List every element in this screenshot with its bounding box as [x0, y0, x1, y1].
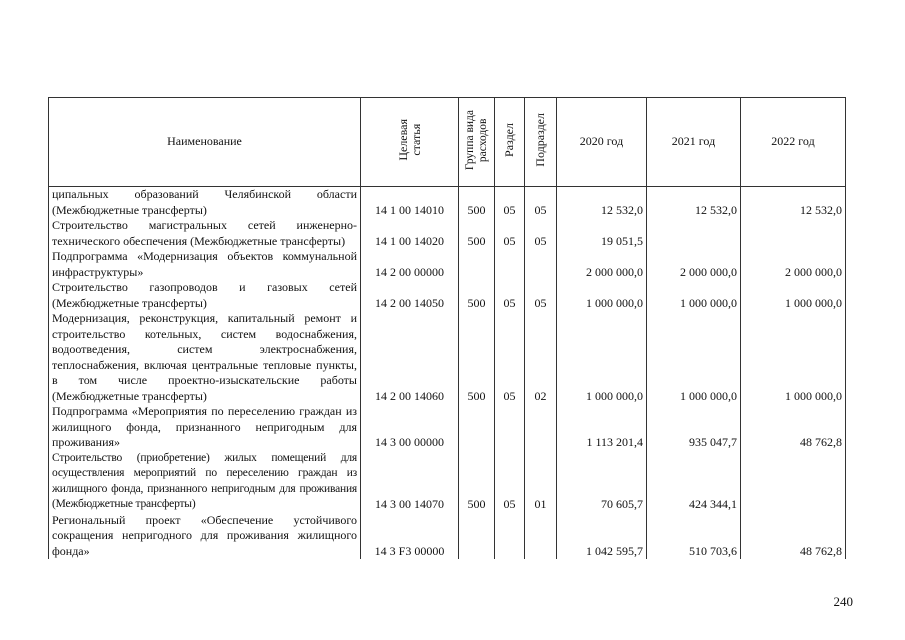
row-target-article: 14 3 F3 00000: [361, 513, 459, 560]
row-value-2022: [741, 451, 846, 513]
table-row: [49, 404, 846, 451]
row-expense-group: 500: [459, 280, 495, 311]
row-value-2021: 12 532,0: [647, 187, 741, 219]
header-2022: 2022 год: [741, 98, 846, 187]
row-expense-group: [459, 513, 495, 560]
row-section: [495, 404, 525, 451]
row-subsection: 02: [525, 311, 557, 404]
table-row: [49, 451, 846, 513]
row-target-article: 14 1 00 14010: [361, 187, 459, 219]
row-subsection: [525, 513, 557, 560]
table-row: [49, 249, 846, 280]
row-target-article: 14 3 00 14070: [361, 451, 459, 513]
header-name: Наименование: [49, 98, 361, 187]
row-section: [495, 513, 525, 560]
row-value-2021: [647, 218, 741, 249]
row-name: Подпрограмма «Мероприятия по переселению граждан из жилищного фонда, признанного непригодным для проживания»: [49, 404, 361, 451]
row-value-2020: 70 605,7: [557, 451, 647, 513]
header-section: Раздел: [495, 98, 525, 187]
row-section: 05: [495, 311, 525, 404]
row-value-2021: 424 344,1: [647, 451, 741, 513]
row-name: Региональный проект «Обеспечение устойчивого сокращения непригодного для проживания жилищного фонда»: [49, 513, 361, 560]
row-value-2021: 2 000 000,0: [647, 249, 741, 280]
header-expense-group: Группа вида расходов: [459, 98, 495, 187]
row-value-2020: 1 000 000,0: [557, 280, 647, 311]
header-subsection: Подраздел: [525, 98, 557, 187]
table-row: [49, 218, 846, 249]
row-expense-group: [459, 404, 495, 451]
row-target-article: 14 2 00 00000: [361, 249, 459, 280]
row-section: 05: [495, 187, 525, 219]
row-value-2020: 1 042 595,7: [557, 513, 647, 560]
page-number: 240: [833, 594, 853, 609]
row-name: Строительство (приобретение) жилых помещений для осуществления мероприятий по переселению граждан из жилищного фонда, признанного непригодным для проживания (Межбюджетные трансферты): [49, 451, 361, 513]
row-value-2020: 19 051,5: [557, 218, 647, 249]
row-value-2021: 1 000 000,0: [647, 311, 741, 404]
row-value-2022: 2 000 000,0: [741, 249, 846, 280]
header-2020: 2020 год: [557, 98, 647, 187]
row-expense-group: [459, 249, 495, 280]
row-value-2020: 12 532,0: [557, 187, 647, 219]
row-subsection: [525, 404, 557, 451]
row-target-article: 14 1 00 14020: [361, 218, 459, 249]
row-subsection: 05: [525, 218, 557, 249]
row-subsection: 05: [525, 280, 557, 311]
row-value-2022: 1 000 000,0: [741, 280, 846, 311]
row-value-2022: 48 762,8: [741, 404, 846, 451]
row-name: Строительство магистральных сетей инженерно-технического обеспечения (Межбюджетные трансферты): [49, 218, 361, 249]
row-value-2022: 48 762,8: [741, 513, 846, 560]
row-value-2022: 1 000 000,0: [741, 311, 846, 404]
row-value-2022: [741, 218, 846, 249]
row-target-article: 14 2 00 14050: [361, 280, 459, 311]
row-name: Строительство газопроводов и газовых сетей (Межбюджетные трансферты): [49, 280, 361, 311]
row-subsection: 01: [525, 451, 557, 513]
row-value-2021: 1 000 000,0: [647, 280, 741, 311]
row-value-2020: 2 000 000,0: [557, 249, 647, 280]
row-section: [495, 249, 525, 280]
row-subsection: [525, 249, 557, 280]
row-name: Подпрограмма «Модернизация объектов коммунальной инфраструктуры»: [49, 249, 361, 280]
row-value-2020: 1 000 000,0: [557, 311, 647, 404]
row-target-article: 14 3 00 00000: [361, 404, 459, 451]
row-section: 05: [495, 280, 525, 311]
table-row: [49, 311, 846, 404]
header-2021: 2021 год: [647, 98, 741, 187]
row-expense-group: 500: [459, 451, 495, 513]
row-subsection: 05: [525, 187, 557, 219]
row-section: 05: [495, 218, 525, 249]
row-value-2020: 1 113 201,4: [557, 404, 647, 451]
table-row: [49, 187, 846, 219]
header-target-article: Целевая статья: [361, 98, 459, 187]
row-value-2021: 510 703,6: [647, 513, 741, 560]
table-header-row: [49, 98, 846, 187]
row-section: 05: [495, 451, 525, 513]
row-value-2022: 12 532,0: [741, 187, 846, 219]
table-row: [49, 513, 846, 560]
table-row: [49, 280, 846, 311]
row-name: ципальных образований Челябинской области (Межбюджетные трансферты): [49, 187, 361, 219]
budget-table: [48, 97, 846, 559]
row-expense-group: 500: [459, 187, 495, 219]
row-name: Модернизация, реконструкция, капитальный ремонт и строительство котельных, систем водоснабжения, водоотведения, систем электроснабжения, теплоснабжения, включая центральные тепловые пункты, в том числе проектно-изыскательские работы (Межбюджетные трансферты): [49, 311, 361, 404]
row-expense-group: 500: [459, 218, 495, 249]
row-expense-group: 500: [459, 311, 495, 404]
row-target-article: 14 2 00 14060: [361, 311, 459, 404]
row-value-2021: 935 047,7: [647, 404, 741, 451]
